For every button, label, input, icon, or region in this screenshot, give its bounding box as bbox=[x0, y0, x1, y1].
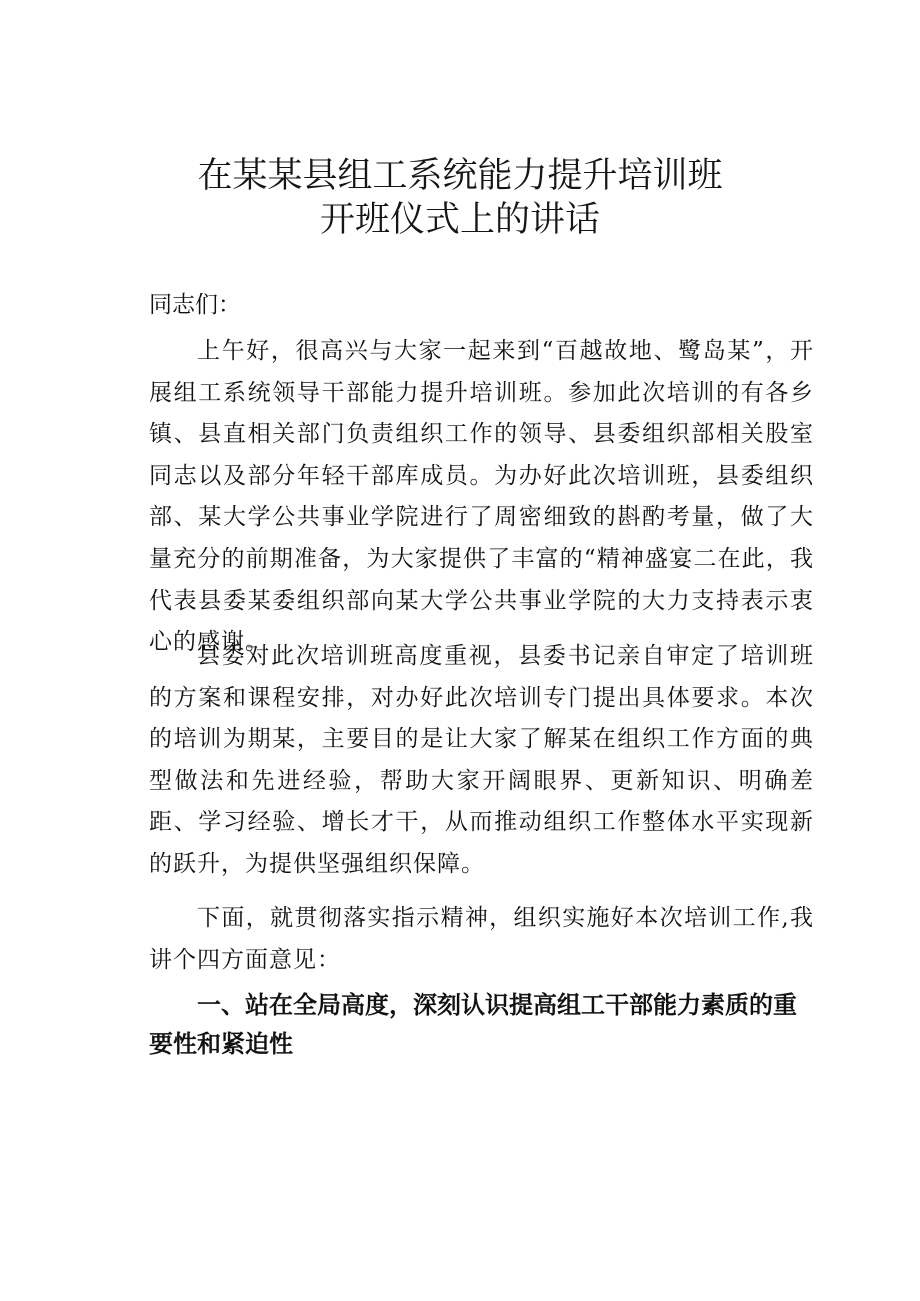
section-heading: 一、站在全局高度，深刻认识提高组工干部能力素质的重要性和紧迫性 bbox=[149, 991, 797, 1058]
document-title-line-1: 在某某县组工系统能力提升培训班 bbox=[197, 156, 723, 196]
salutation: 同志们： bbox=[149, 292, 241, 318]
paragraph-importance: 县委对此次培训班高度重视，县委书记亲自审定了培训班的方案和课程安排，对办好此次培训专门提出具体要求。本次的培训为期某，主要目的是让大家了解某在组织工作方面的典型做法和先进经验，帮助大家开阔眼界、更新知识、明确差距、学习经验、增长才干，从而推动组织工作整体水平实现新的跃升，为提供坚强组织保障。 bbox=[149, 643, 814, 877]
paragraph-greeting: 上午好，很高兴与大家一起来到“百越故地、鹭岛某”，开展组工系统领导干部能力提升培训班。参加此次培训的有各乡镇、县直相关部门负责组织工作的领导、县委组织部相关股室同志以及部分年轻干部库成员。为办好此次培训班，县委组织部、某大学公共事业学院进行了周密细致的斟酌考量，做了大量充分的前期准备，为大家提供了丰富的“精神盛宴二在此，我代表县委某委组织部向某大学公共事业学院的大力支持表示衷心的感谢。 bbox=[149, 338, 814, 656]
document-title-line-2: 开班仪式上的讲话 bbox=[319, 200, 600, 240]
paragraph-transition: 下面，就贯彻落实指示精神，组织实施好本次培训工作,我讲个四方面意见： bbox=[149, 905, 814, 973]
